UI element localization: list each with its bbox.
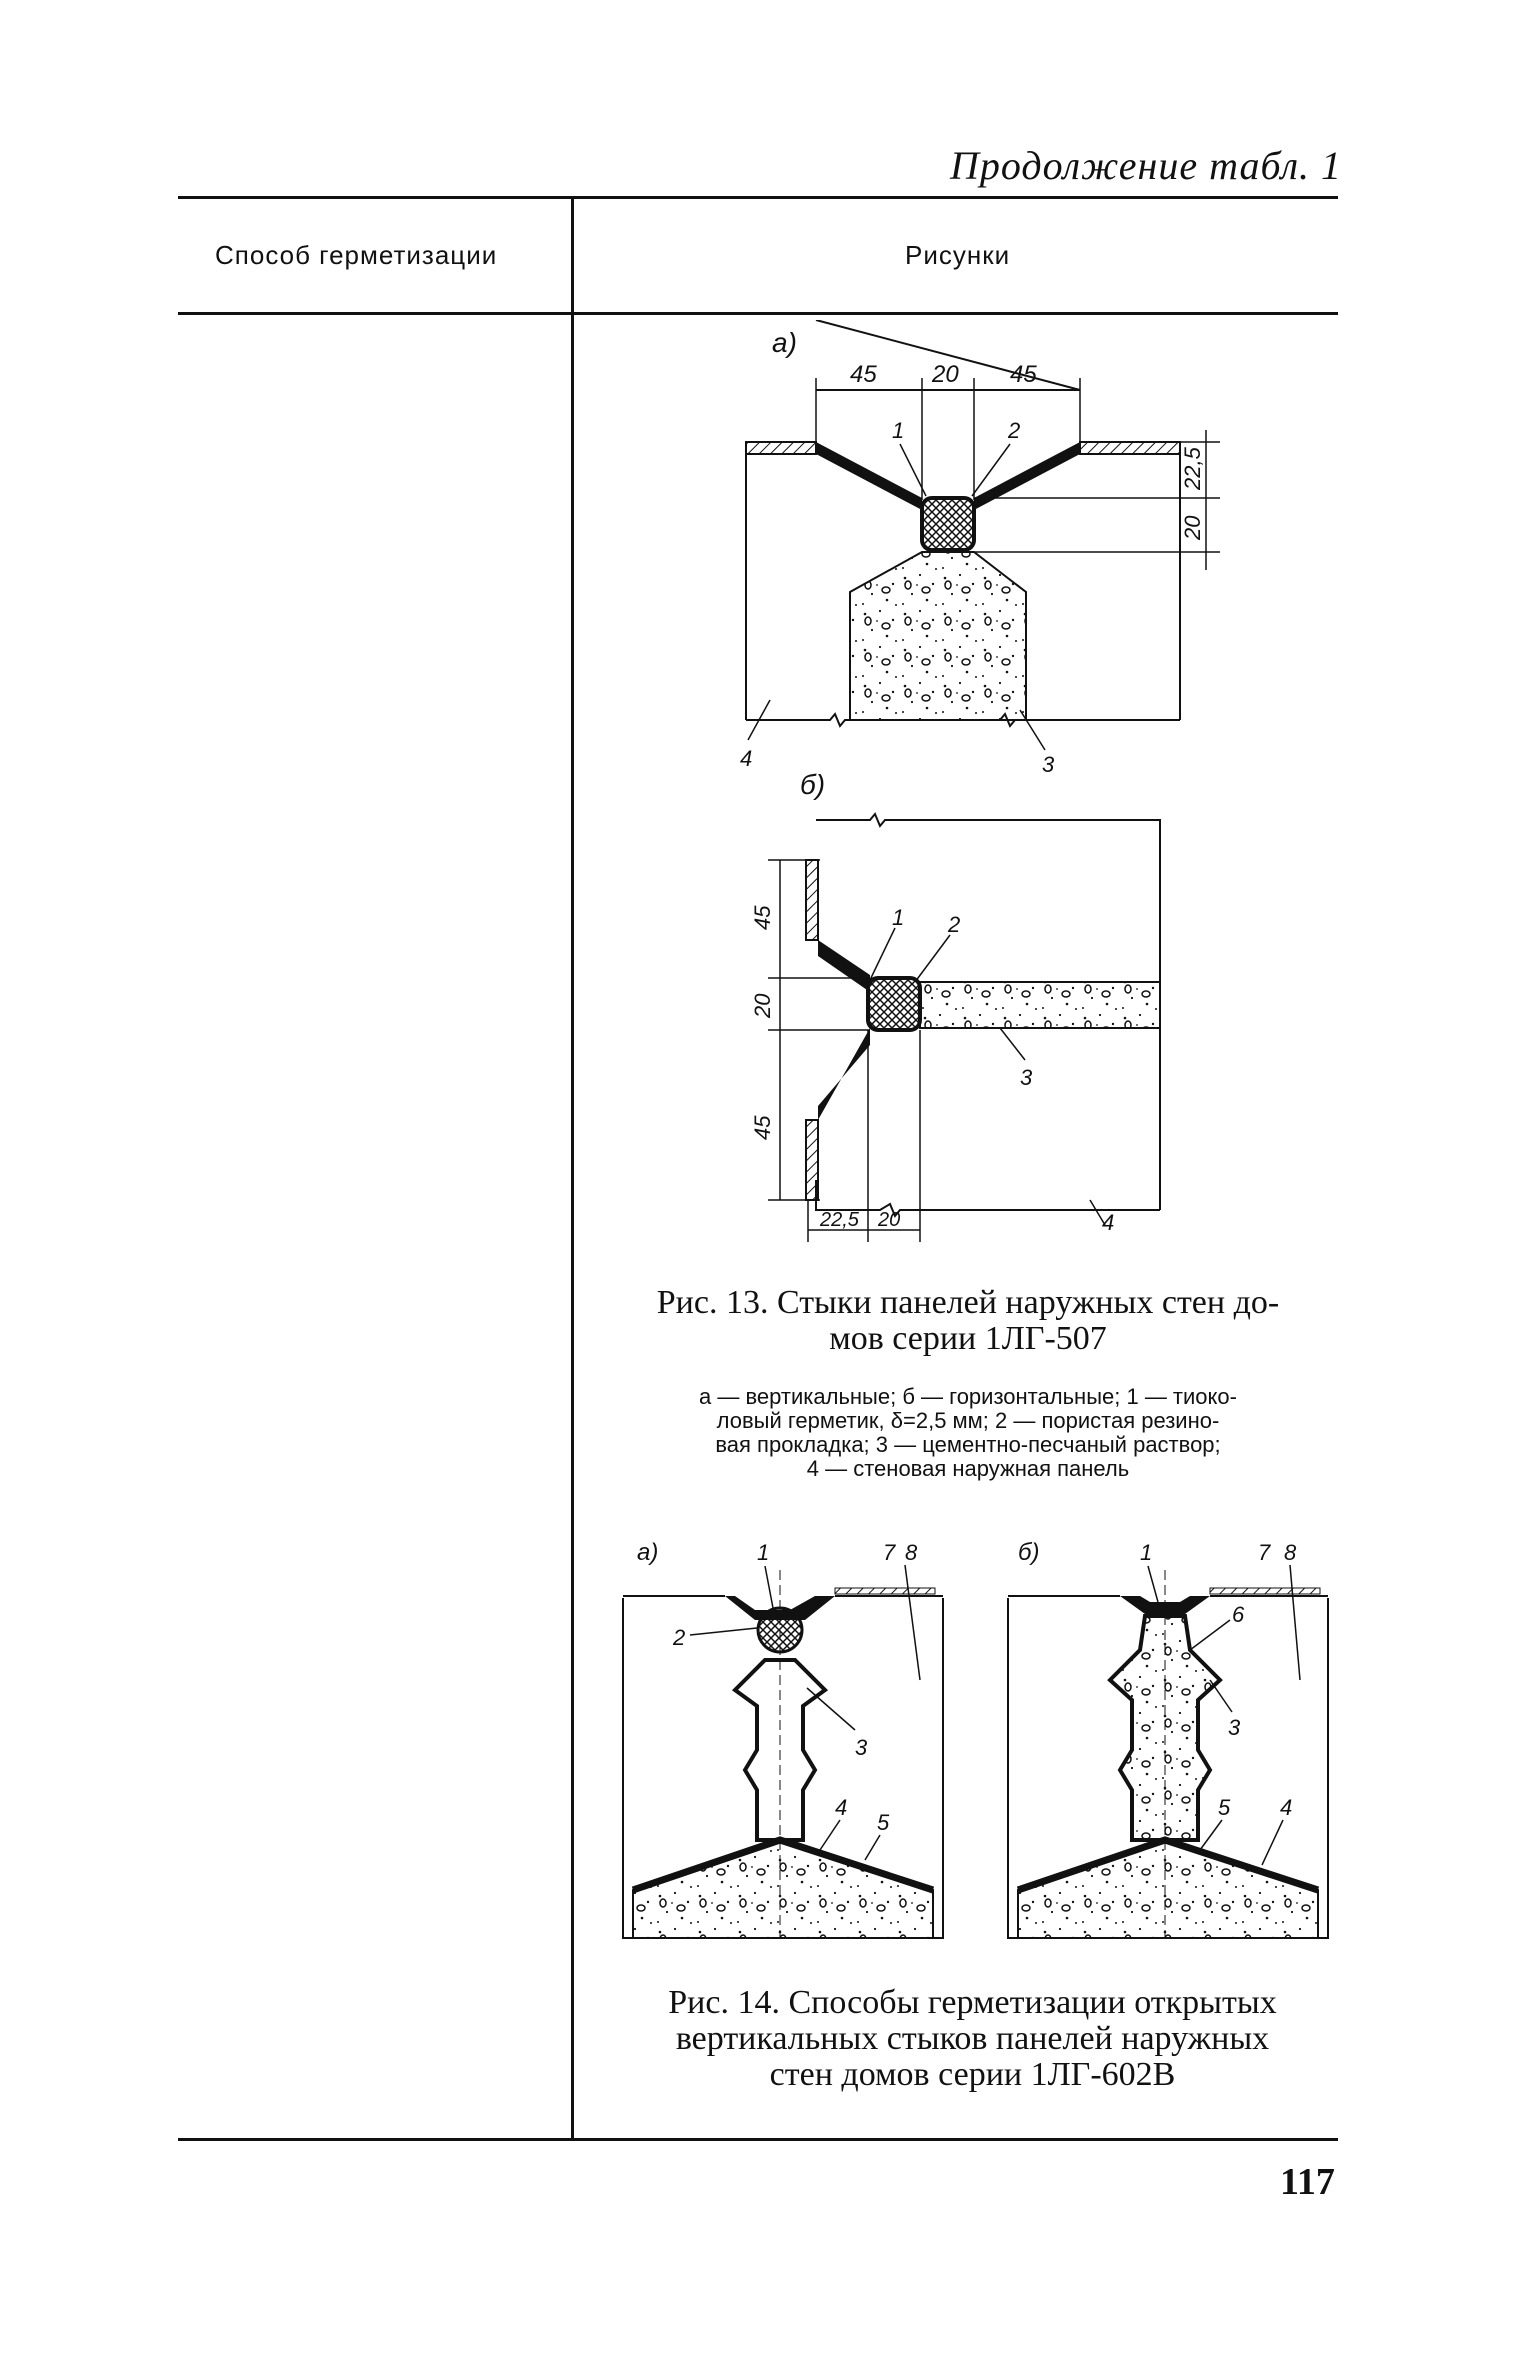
fig14a-callout-8: 8 xyxy=(905,1540,918,1565)
fig13-legend-line4: 4 — стеновая наружная панель xyxy=(806,1456,1130,1481)
figure14a-label: а) xyxy=(637,1539,659,1566)
fig14a-callout-7: 7 xyxy=(883,1540,896,1565)
fig13a-dim-20-right: 20 xyxy=(1180,515,1205,540)
fig14b-callout-5: 5 xyxy=(1218,1795,1231,1820)
figure14-panel-b xyxy=(1000,1530,1350,1960)
fig14b-callout-3: 3 xyxy=(1228,1715,1241,1740)
fig13-legend-line3: вая прокладка; 3 — цементно-песчаный раствор; xyxy=(715,1432,1221,1457)
column-header-figures: Рисунки xyxy=(905,240,1011,270)
fig14a-callout-5: 5 xyxy=(877,1810,890,1835)
table-bottom-rule xyxy=(178,2138,1338,2141)
fig13a-dim-45-left: 45 xyxy=(850,361,877,388)
fig14b-callout-7: 7 xyxy=(1258,1540,1271,1565)
fig13-legend-line1: а — вертикальные; б — горизонтальные; 1 — тиоко- xyxy=(699,1384,1237,1409)
fig14b-callout-8: 8 xyxy=(1284,1540,1297,1565)
fig14a-callout-3: 3 xyxy=(855,1735,868,1760)
fig13b-callout-1: 1 xyxy=(892,905,905,930)
figure13a-label: а) xyxy=(772,327,797,358)
fig13b-callout-2: 2 xyxy=(948,912,961,937)
fig14-caption-line2: вертикальных стыков панелей наружных xyxy=(675,2020,1270,2057)
fig14b-callout-6: 6 xyxy=(1232,1602,1245,1627)
fig13-legend-line2: ловый герметик, δ=2,5 мм; 2 — пористая резино- xyxy=(716,1408,1220,1433)
fig13a-dim-45-right: 45 xyxy=(1010,361,1037,388)
fig14a-callout-1: 1 xyxy=(757,1540,770,1565)
fig13-caption-line2: мов серии 1ЛГ-507 xyxy=(829,1320,1107,1357)
fig13a-dim-22-5: 22,5 xyxy=(1180,447,1205,490)
fig13b-dim-20-bottom: 20 xyxy=(878,1209,901,1231)
fig13a-callout-1: 1 xyxy=(892,418,905,443)
figure13-panel-b xyxy=(720,760,1200,1250)
fig13b-dim-22-5: 22,5 xyxy=(820,1209,859,1231)
fig14b-callout-1: 1 xyxy=(1140,1540,1153,1565)
fig14b-callout-4: 4 xyxy=(1280,1795,1293,1820)
fig13b-dim-45-bottom: 45 xyxy=(750,1115,775,1140)
fig13-caption-line1: Рис. 13. Стыки панелей наружных стен до- xyxy=(656,1284,1280,1321)
fig14-caption-line3: стен домов серии 1ЛГ-602В xyxy=(769,2056,1176,2093)
fig13b-callout-3: 3 xyxy=(1020,1065,1033,1090)
fig14a-callout-2: 2 xyxy=(673,1625,686,1650)
fig13a-callout-2: 2 xyxy=(1008,418,1021,443)
figure14-panel-a xyxy=(615,1530,985,1960)
continuation-header: Продолжение табл. 1 xyxy=(950,143,1343,188)
fig13a-callout-3: 3 xyxy=(1042,752,1055,777)
fig13b-dim-45-top: 45 xyxy=(750,905,775,930)
fig13a-callout-4: 4 xyxy=(740,746,753,771)
figure13-panel-a xyxy=(700,320,1240,780)
figure14b-label: б) xyxy=(1018,1539,1040,1566)
page-number: 117 xyxy=(1280,2161,1335,2203)
table-column-divider xyxy=(571,196,574,2141)
fig14-caption-line1: Рис. 14. Способы герметизации открытых xyxy=(668,1984,1277,2021)
fig13a-dim-20: 20 xyxy=(932,361,959,388)
column-header-method: Способ герметизации xyxy=(215,240,498,270)
fig13b-callout-4: 4 xyxy=(1102,1210,1115,1235)
fig14a-callout-4: 4 xyxy=(835,1795,848,1820)
fig13b-dim-20: 20 xyxy=(750,993,775,1018)
table-top-rule xyxy=(178,196,1338,199)
table-header-rule xyxy=(178,312,1338,315)
figure13b-label: б) xyxy=(800,769,826,800)
